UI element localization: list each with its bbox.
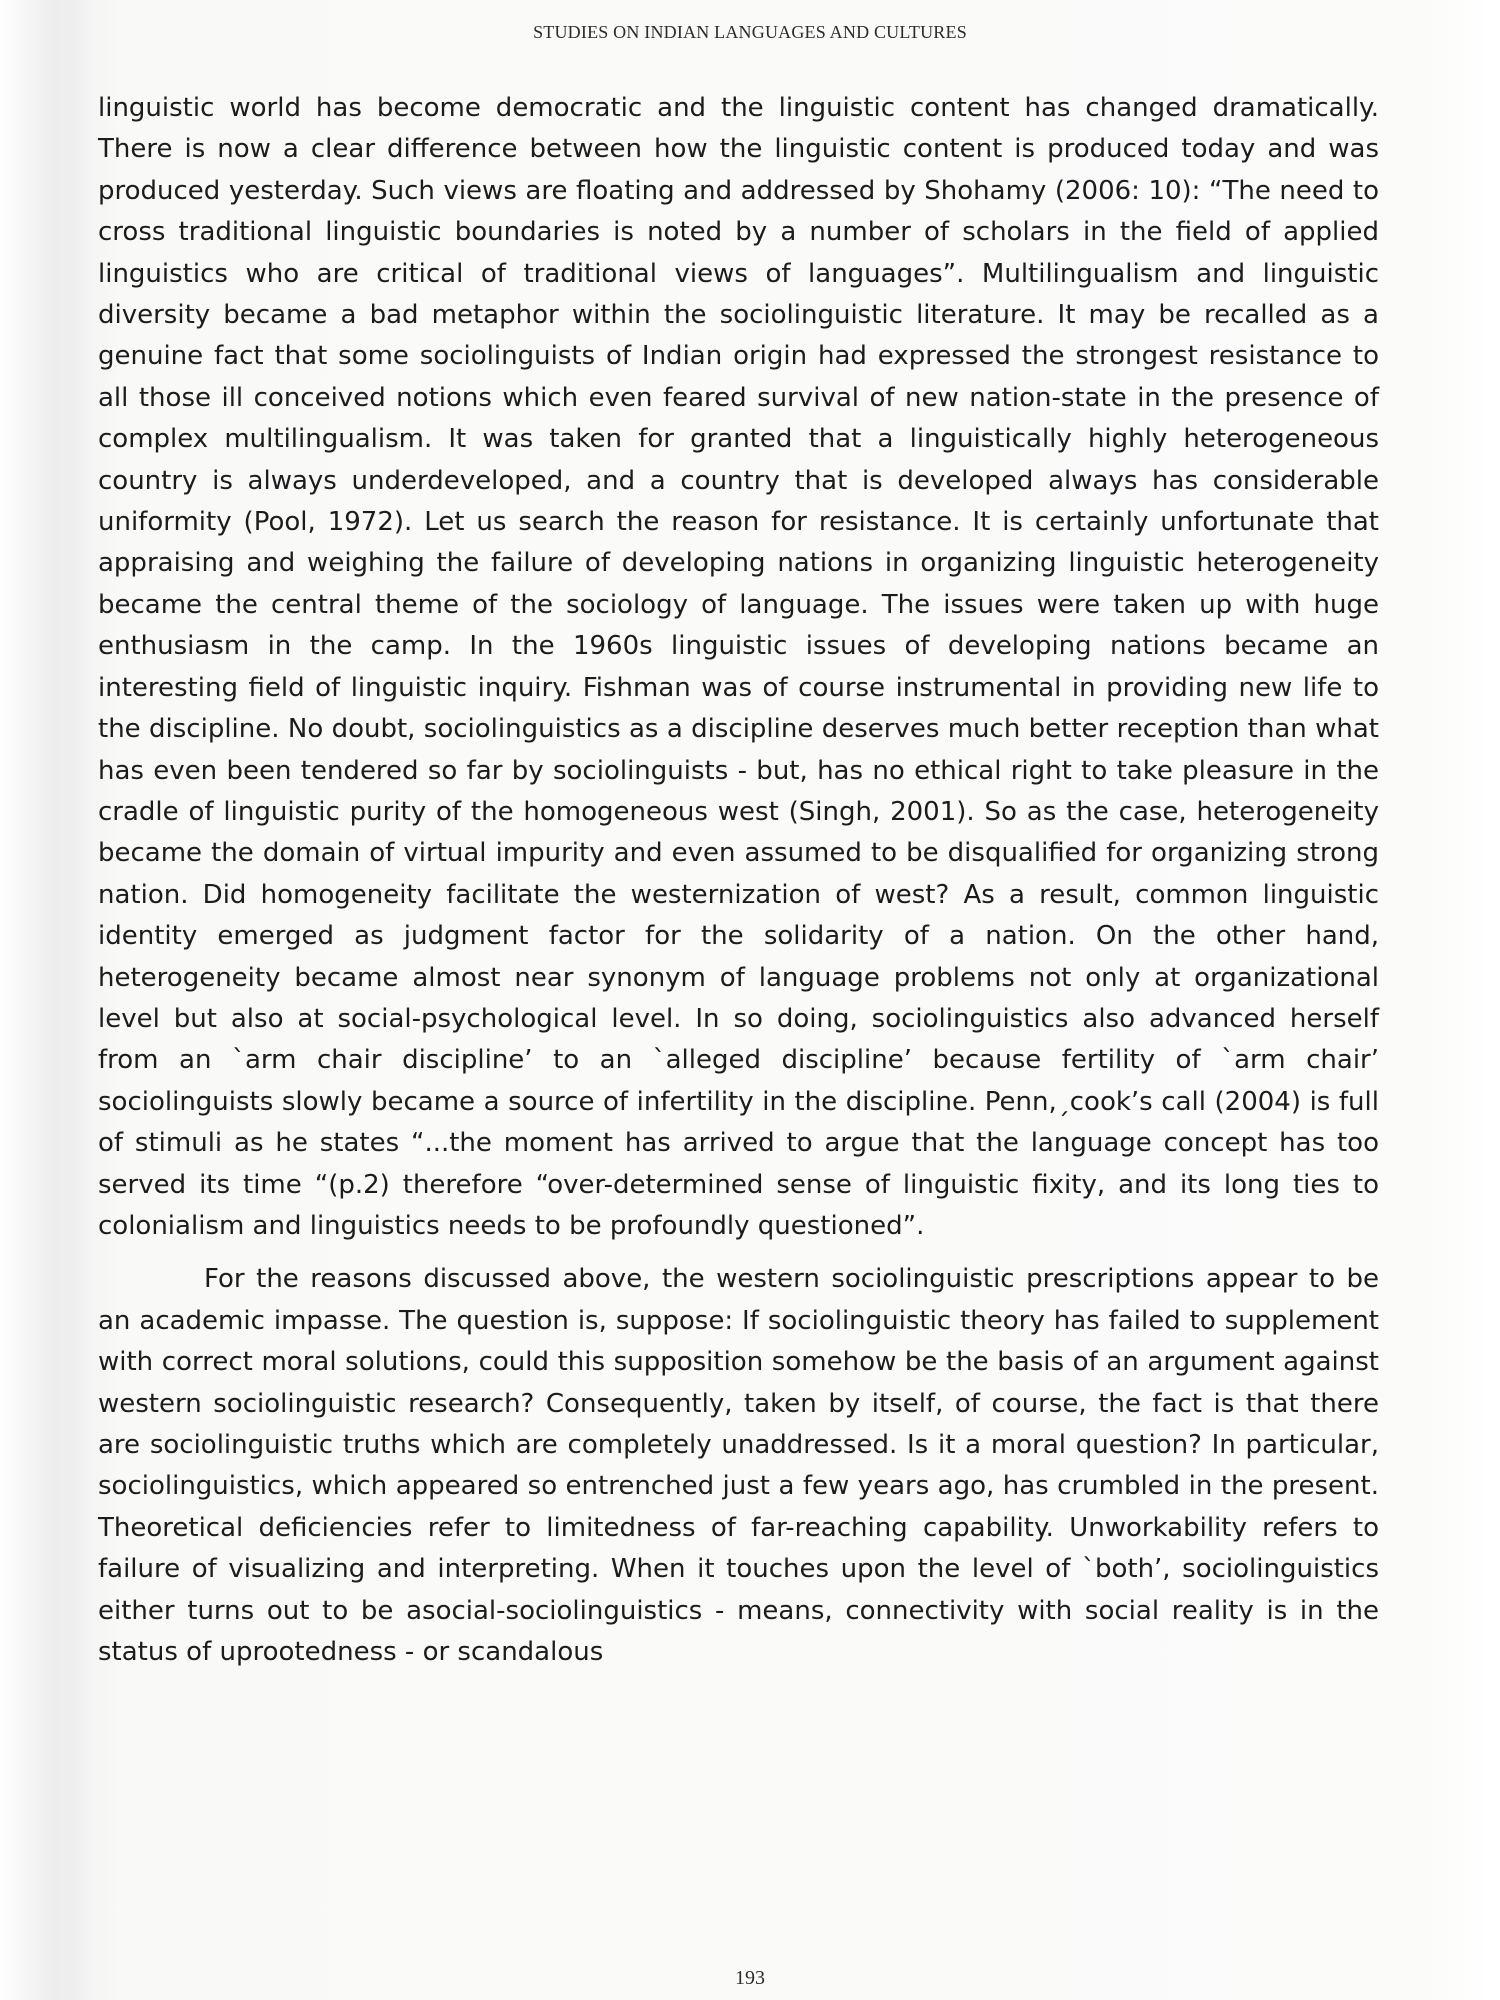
paragraph-1: linguistic world has become democratic and the linguistic content has changed dramatically. There is now a clear difference between how the linguistic content is produced today and was produced yesterday. Such views are floating and addressed by Shohamy (2006: 10): “The need to cross traditional linguistic boundaries is noted by a number of scholars in the field of applied linguistics who are critical of traditional views of languages”. Multilingualism and linguistic diversity became a bad metaphor within the sociolinguistic literature. It may be recalled as a genuine fact that some sociolinguists of Indian origin had expressed the strongest resistance to all those ill conceived notions which even feared survival of new nation-state in the presence of complex multilingualism. It was taken for granted that a linguistically highly heterogeneous country is always underdeveloped, and a country that is developed always has considerable uniformity (Pool, 1972). Let us search the reason for resistance. It is certainly unfortunate that appraising and weighing the failure of developing nations in organizing linguistic heterogeneity became the central theme of the sociology of language. The issues were taken up with huge enthusiasm in the camp. In the 1960s linguistic issues of developing nations became an interesting field of linguistic inquiry. Fishman was of course instrumental in providing new life to the discipline. No doubt, sociolinguistics as a discipline deserves much better reception than what has even been tendered so far by sociolinguists - but, has no ethical right to take pleasure in the cradle of linguistic purity of the homogeneous west (Singh, 2001). So as the case, heterogeneity became the domain of virtual impurity and even assumed to be disqualified for organizing strong nation. Did homogeneity facilitate the westernization of west? As a result, common linguistic identity emerged as judgment factor for the solidarity of a nation. On the other hand, heterogeneity became almost near synonym of language problems not only at organizational level but also at social-psychological level. In so doing, sociolinguistics also advanced herself from an `arm chair discipline’ to an `alleged discipline’ because fertility of `arm chair’ sociolinguists slowly became a source of infertility in the discipline. Penn,ˏcook’s call (2004) is full of stimuli as he states “...the moment has arrived to argue that the language concept has too served its time “(p.2) therefore “over-determined sense of linguistic fixity, and its long ties to colonialism and linguistics needs to be profoundly questioned”. (98, 93, 1379, 1241)
page-number: 193 (735, 1967, 765, 1989)
running-header: STUDIES ON INDIAN LANGUAGES AND CULTURES (533, 22, 967, 42)
paragraph-2: For the reasons discussed above, the western sociolinguistic prescriptions appear to be an academic impasse. The question is, suppose: If sociolinguistic theory has failed to supplement with correct moral solutions, could this supposition somehow be the basis of an argument against western sociolinguistic research? Consequently, taken by itself, of course, the fact is that there are sociolinguistic truths which are completely unaddressed. Is it a moral question? In particular, sociolinguistics, which appeared so entrenched just a few years ago, has crumbled in the present. Theoretical deficiencies refer to limitedness of far-reaching capability. Unworkability refers to failure of visualizing and interpreting. When it touches upon the level of `both’, sociolinguistics either turns out to be asocial-sociolinguistics - means, connectivity with social reality is in the status of uprootedness - or scandalous (98, 1264, 1379, 1668)
book-spine-shadow (0, 0, 90, 2000)
page-edge (1420, 0, 1500, 2000)
body-text (98, 88, 1379, 1673)
